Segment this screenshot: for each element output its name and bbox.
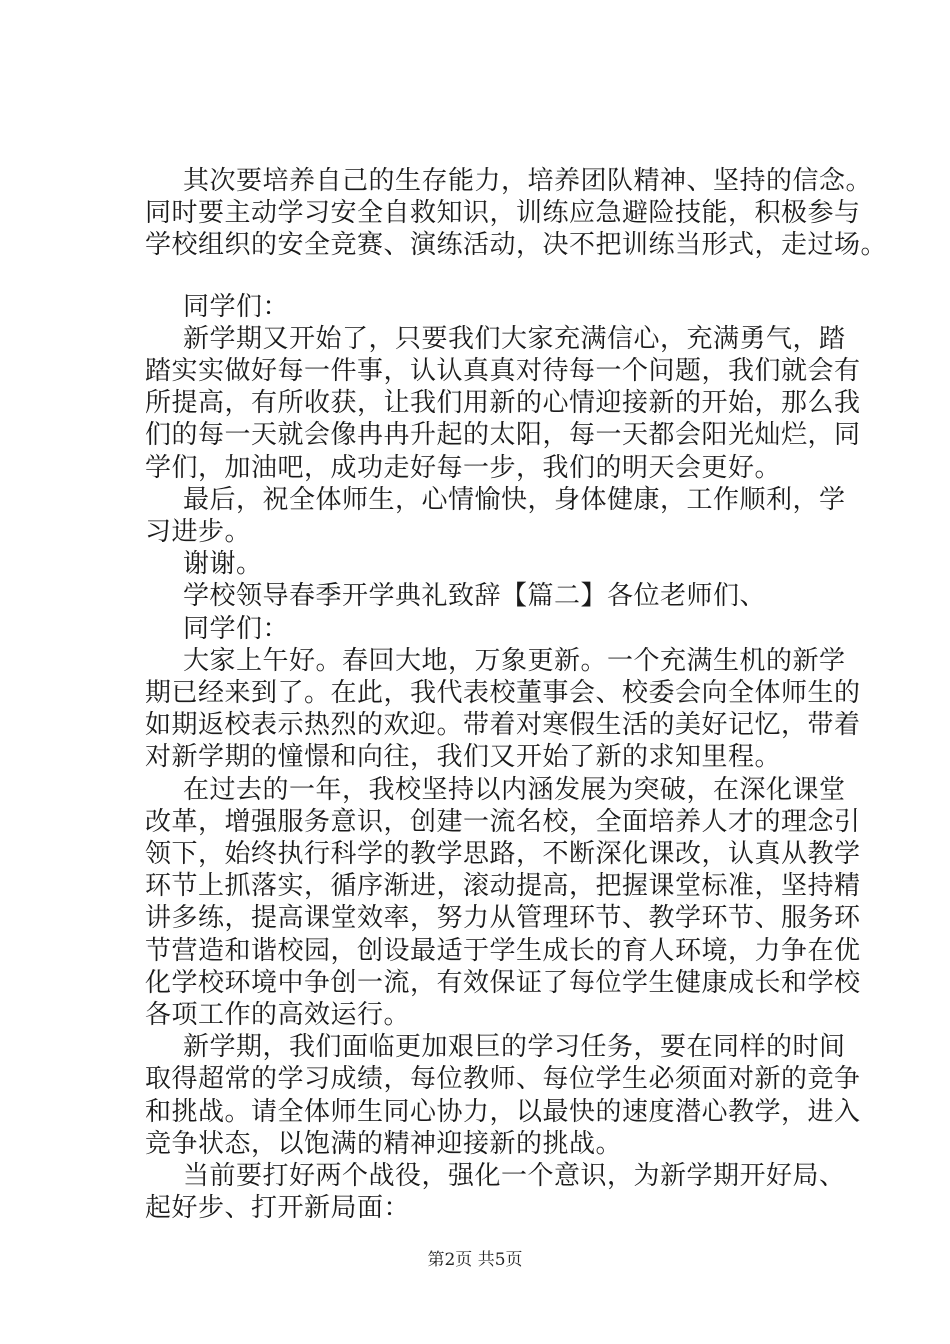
text-line: 所提高，有所收获，让我们用新的心情迎接新的开始，那么我 xyxy=(145,388,861,418)
page-number-footer: 第2页 共5页 xyxy=(427,1250,523,1270)
text-line: 对新学期的憧憬和向往，我们又开始了新的求知里程。 xyxy=(145,742,782,772)
text-line: 同学们： xyxy=(183,614,290,644)
text-line: 领下，始终执行科学的教学思路，不断深化课改，认真从教学 xyxy=(145,839,861,869)
text-line: 环节上抓落实，循序渐进，滚动提高，把握课堂标准，坚持精 xyxy=(145,871,861,901)
text-line: 期已经来到了。在此，我代表校董事会、校委会向全体师生的 xyxy=(145,678,861,708)
text-line: 各项工作的高效运行。 xyxy=(145,1000,411,1030)
text-line: 新学期又开始了，只要我们大家充满信心，充满勇气，踏 xyxy=(183,324,846,354)
text-line: 竞争状态，以饱满的精神迎接新的挑战。 xyxy=(145,1129,623,1159)
text-line: 学校组织的安全竞赛、演练活动，决不把训练当形式，走过场。 xyxy=(145,230,888,260)
text-line: 最后，祝全体师生，心情愉快，身体健康，工作顺利，学 xyxy=(183,485,846,515)
text-line: 大家上午好。春回大地，万象更新。一个充满生机的新学 xyxy=(183,646,846,676)
text-line: 谢谢。 xyxy=(183,549,263,579)
text-line: 踏实实做好每一件事，认认真真对待每一个问题，我们就会有 xyxy=(145,356,861,386)
text-line: 如期返校表示热烈的欢迎。带着对寒假生活的美好记忆，带着 xyxy=(145,710,861,740)
text-line: 在过去的一年，我校坚持以内涵发展为突破，在深化课堂 xyxy=(183,775,846,805)
text-line: 们的每一天就会像冉冉升起的太阳，每一天都会阳光灿烂，同 xyxy=(145,420,861,450)
text-line: 同时要主动学习安全自救知识，训练应急避险技能，积极参与 xyxy=(145,198,861,228)
text-line: 起好步、打开新局面： xyxy=(145,1193,411,1223)
text-line: 学们，加油吧，成功走好每一步，我们的明天会更好。 xyxy=(145,453,782,483)
text-line: 节营造和谐校园，创设最适于学生成长的育人环境，力争在优 xyxy=(145,936,861,966)
text-line: 讲多练，提高课堂效率，努力从管理环节、教学环节、服务环 xyxy=(145,903,861,933)
text-line: 改革，增强服务意识，创建一流名校，全面培养人才的理念引 xyxy=(145,807,861,837)
text-line: 新学期，我们面临更加艰巨的学习任务，要在同样的时间 xyxy=(183,1032,846,1062)
text-line: 其次要培养自己的生存能力，培养团队精神、坚持的信念。 xyxy=(183,166,873,196)
text-line: 和挑战。请全体师生同心协力，以最快的速度潜心教学，进入 xyxy=(145,1097,861,1127)
text-line: 当前要打好两个战役，强化一个意识，为新学期开好局、 xyxy=(183,1161,846,1191)
text-line: 取得超常的学习成绩，每位教师、每位学生必须面对新的竞争 xyxy=(145,1064,861,1094)
text-line: 化学校环境中争创一流，有效保证了每位学生健康成长和学校 xyxy=(145,968,861,998)
text-line: 同学们： xyxy=(183,292,290,322)
text-line: 习进步。 xyxy=(145,517,252,547)
text-line: 学校领导春季开学典礼致辞【篇二】各位老师们、 xyxy=(183,581,767,611)
